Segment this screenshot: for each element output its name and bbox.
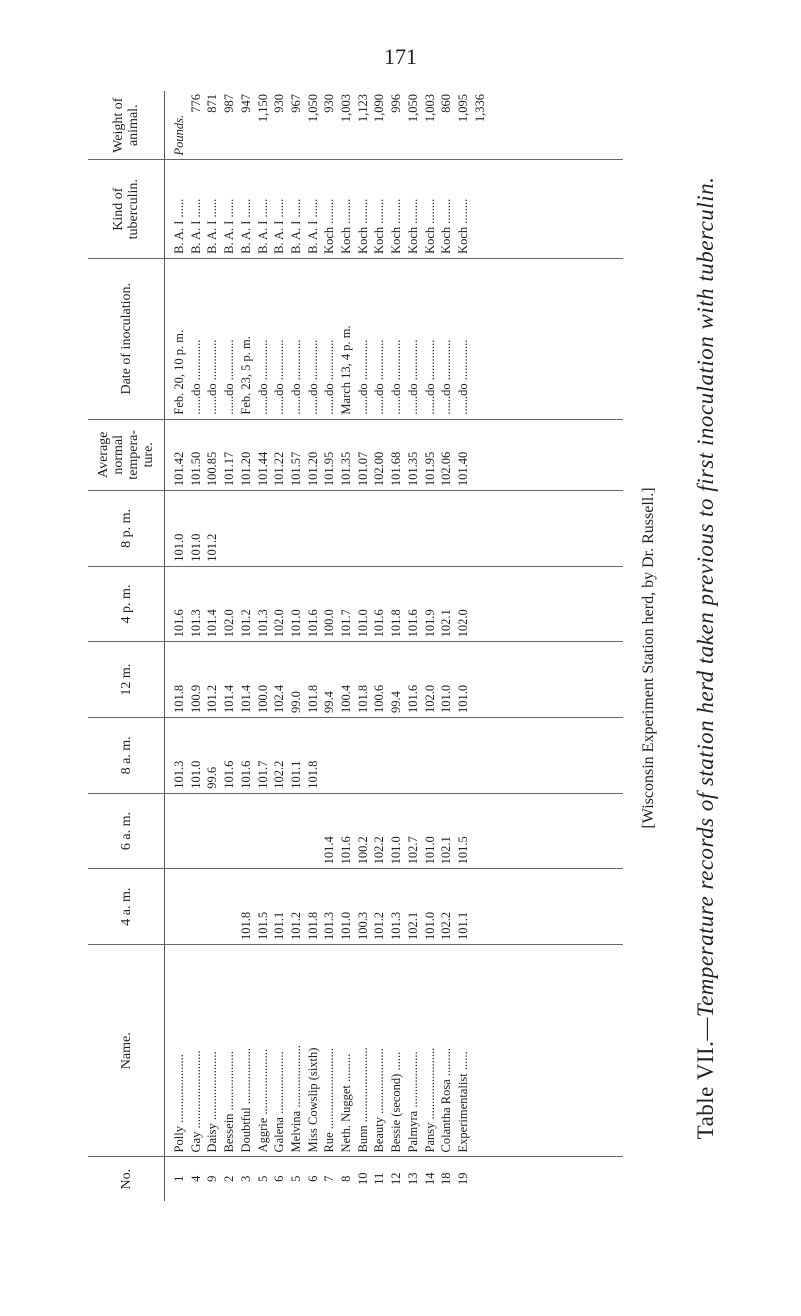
header-name: Name.: [88, 945, 165, 1157]
weight-unit: Pounds.: [172, 114, 186, 156]
header-average: Average normal tempera- ture.: [88, 419, 165, 491]
table-subtitle: [Wisconsin Experiment Station herd, by Dr. Russell.]: [640, 487, 657, 829]
col-weight-values: 776 871 987 947 1,150 930 967 1,050 930 1,003 1,123 1,090 996 1,050 1,003 860 1,095 1,336: [188, 94, 487, 123]
header-4pm: 4 p. m.: [88, 566, 165, 642]
header-12m: 12 m.: [88, 642, 165, 718]
col-8am-values: 101.3 101.0 99.6 101.6 101.6 101.7 102.2 101.1 101.8: [172, 760, 320, 789]
header-kind: Kind of tuberculin.: [88, 160, 165, 258]
table-title: [693, 0, 719, 1316]
col-no-values: 1 4 9 2 3 5 6 5 6 7 8 10 11 12 13 14 18 19: [172, 1172, 470, 1185]
table-title-prefix: Table VII.—: [693, 1017, 718, 1140]
col-6am-values: 101.4 101.6 100.2 102.2 101.0 102.7 101.0 102.1 101.5: [322, 836, 470, 865]
col-date-values: Feb. 20, 10 p. m. ......do ............. ......do ............. ......do ............. Feb. 23, 5 p. m. ......do ............. ......do ............. ......do ............. ......do ............. ......do ............. March 13, 4 p. m. ......do ............. ......do ............. ......do ............. ......do ............. ......do ............. ......do ............. ......do .............: [172, 325, 470, 415]
col-average: [165, 419, 624, 491]
col-8pm-values: 101.0 101.0 101.2: [172, 533, 220, 562]
header-8pm: 8 p. m.: [88, 491, 165, 567]
col-4pm: [165, 566, 624, 642]
col-kind-values: B. A. I ...... B. A. I ...... B. A. I ...... B. A. I ...... B. A. I ...... B. A. I ...... B. A. I ...... B. A. I ...... B. A. I ...... Koch ........ Koch ........ Koch ........ Koch ........ Koch ........ Koch ........ Koch ........ Koch ........ Koch ........: [172, 198, 470, 254]
col-average-values: 101.42 101.50 100.85 101.17 101.20 101.44 101.22 101.57 101.20 101.95 101.35 101.07 102.00 101.68 101.35 101.95 102.06 101.40: [172, 451, 470, 487]
col-8am: [165, 718, 624, 794]
col-kind: [165, 160, 624, 258]
col-date: [165, 258, 624, 419]
header-4am: 4 a. m.: [88, 869, 165, 945]
header-8am: 8 a. m.: [88, 718, 165, 794]
header-date: Date of inoculation.: [88, 258, 165, 419]
col-12m: [165, 642, 624, 718]
table-body-row: [165, 91, 624, 1201]
col-6am: [165, 793, 624, 869]
header-weight: Weight of animal.: [88, 91, 165, 160]
col-no: [165, 1157, 624, 1201]
col-4am: [165, 869, 624, 945]
table-title-text: Temperature records of station herd taken previous to first inoculation with tuberculin.: [693, 176, 718, 1018]
header-row: [88, 91, 165, 1201]
col-name: [165, 945, 624, 1157]
header-no: No.: [88, 1157, 165, 1201]
col-4am-values: 101.8 101.5 101.1 101.2 101.8 101.3 101.0 100.3 101.2 101.3 102.1 101.0 102.2 101.1: [238, 911, 470, 940]
col-12m-values: 101.8 100.9 101.2 101.4 101.4 100.0 102.4 99.0 101.8 99.4 100.4 101.8 100.6 99.4 101.6 102.0 101.0 101.0: [172, 684, 470, 714]
header-6am: 6 a. m.: [88, 793, 165, 869]
col-8pm: [165, 491, 624, 567]
col-4pm-values: 101.6 101.3 101.4 102.0 101.2 101.3 102.0 101.0 101.6 100.0 101.7 101.0 101.6 101.8 101.6 101.9 102.1 102.0: [172, 609, 470, 638]
temperature-table: [88, 91, 623, 1201]
col-weight: [165, 91, 624, 160]
col-name-values: Polly ...................... Gay ......................... Daisy ...................... Bessein ................... Doubtful .................. Aggrie ..................... Galena .................... Melvina .................... Miss Cowslip (sixth) Rue .......................... Neth. Nugget ......... Bunn ........................ Beauty ..................... Bessie (second) ...... Palmyra .................. Pansy ....................... Colantha Rosa ......... Experimentalist ......: [172, 1045, 470, 1153]
page-number: 171: [384, 44, 417, 69]
